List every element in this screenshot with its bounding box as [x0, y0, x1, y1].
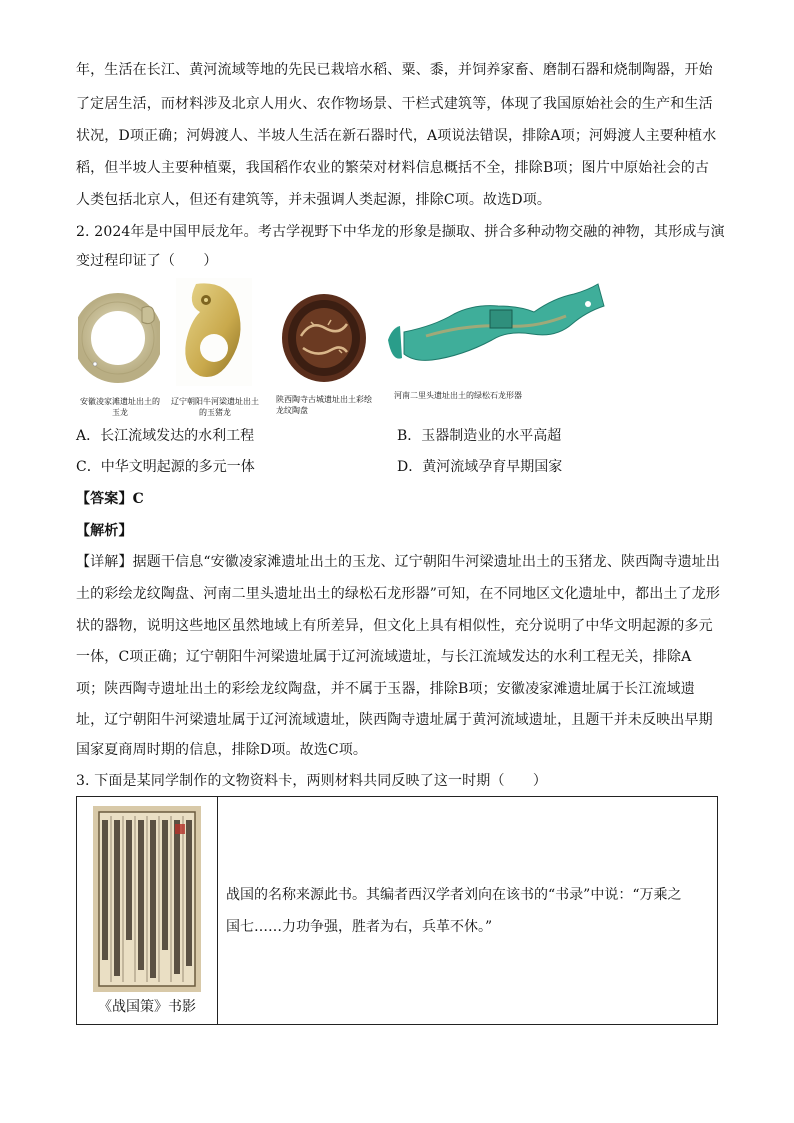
answer-label: 【答案】C: [76, 491, 144, 507]
jade-pig-dragon-icon: [176, 278, 252, 386]
option-c[interactable]: C．中华文明起源的多元一体: [76, 459, 255, 475]
q2-stem-line-1: 2. 2024年是中国甲辰龙年。考古学视野下中华龙的形象是撷取、拼合多种动物交融的神物，其形成与演: [76, 224, 725, 240]
book-image-cell: [77, 797, 218, 1025]
jade-dragon-ring-icon: [78, 286, 160, 390]
painted-pottery-plate-icon: [281, 292, 367, 384]
detail-line-6: 址，辽宁朝阳牛河梁遗址属于辽河流域遗址，陕西陶寺遗址属于黄河流域遗址，且题干并未反映出早期: [76, 712, 713, 728]
detail-line-7: 国家夏商周时期的信息，排除D项。故选C项。: [76, 742, 368, 758]
card-text-line-1: 战国的名称来源此书。其编者西汉学者刘向在该书的“书录”中说：“万乘之: [226, 886, 682, 903]
ancient-book-page-icon: [93, 806, 201, 992]
option-b[interactable]: B．玉器制造业的水平高超: [397, 428, 562, 444]
turquoise-dragon-icon: [386, 280, 608, 370]
image-caption-2: 辽宁朝阳牛河梁遗址出土的玉猪龙: [171, 397, 259, 417]
q2-stem-line-2: 变过程印证了（ ）: [76, 253, 218, 269]
detail-line-3: 状的器物，说明这些地区虽然地域上有所差异，但文化上具有相似性，充分说明了中华文明起源的多元: [76, 618, 713, 634]
detail-line-1: 【详解】据题干信息“安徽凌家滩遗址出土的玉龙、辽宁朝阳牛河梁遗址出土的玉猪龙、陕西陶寺遗址出: [76, 554, 721, 570]
detail-line-2: 土的彩绘龙纹陶盘、河南二里头遗址出土的绿松石龙形器”可知，在不同地区文化遗址中，都出土了龙形: [76, 586, 721, 602]
artifact-card-table: [76, 796, 718, 1025]
q1-text-line-3: 状况，D项正确；河姆渡人、半坡人生活在新石器时代，A项说法错误，排除A项；河姆渡人主要种植水: [76, 128, 717, 144]
book-caption: 《战国策》书影: [98, 998, 196, 1015]
card-text-line-2: 国七……力功争强，胜者为右，兵革不休。”: [226, 918, 493, 935]
image-caption-1: 安徽凌家滩遗址出土的玉龙: [80, 397, 160, 417]
image-caption-4: 河南二里头遗址出土的绿松石龙形器: [394, 391, 522, 400]
q1-text-line-5: 人类包括北京人，但还有建筑等，并未强调人类起源，排除C项。故选D项。: [76, 192, 552, 208]
q1-text-line-1: 年，生活在长江、黄河流域等地的先民已栽培水稻、粟、黍，并饲养家畜、磨制石器和烧制陶器，开始: [76, 62, 713, 78]
detail-line-5: 项；陕西陶寺遗址出土的彩绘龙纹陶盘，并不属于玉器，排除B项；安徽凌家滩遗址属于长江流域遗: [76, 681, 695, 697]
card-text-cell: [218, 797, 718, 1025]
q1-text-line-2: 了定居生活，而材料涉及北京人用火、农作物场景、干栏式建筑等，体现了我国原始社会的生产和生活: [76, 96, 713, 112]
q1-text-line-4: 稻，但半坡人主要种植粟，我国稻作农业的繁荣对材料信息概括不全，排除B项；图片中原始社会的古: [76, 160, 710, 176]
option-d[interactable]: D．黄河流域孕育早期国家: [397, 459, 563, 475]
image-caption-3: 陕西陶寺古城遗址出土彩绘龙纹陶盘: [276, 395, 372, 415]
detail-line-4: 一体，C项正确；辽宁朝阳牛河梁遗址属于辽河流域遗址，与长江流域发达的水利工程无关，排除A: [76, 649, 692, 665]
q3-stem: 3. 下面是某同学制作的文物资料卡，两则材料共同反映了这一时期（ ）: [76, 773, 548, 789]
option-a[interactable]: A．长江流域发达的水利工程: [76, 428, 255, 444]
analysis-label: 【解析】: [76, 523, 133, 539]
